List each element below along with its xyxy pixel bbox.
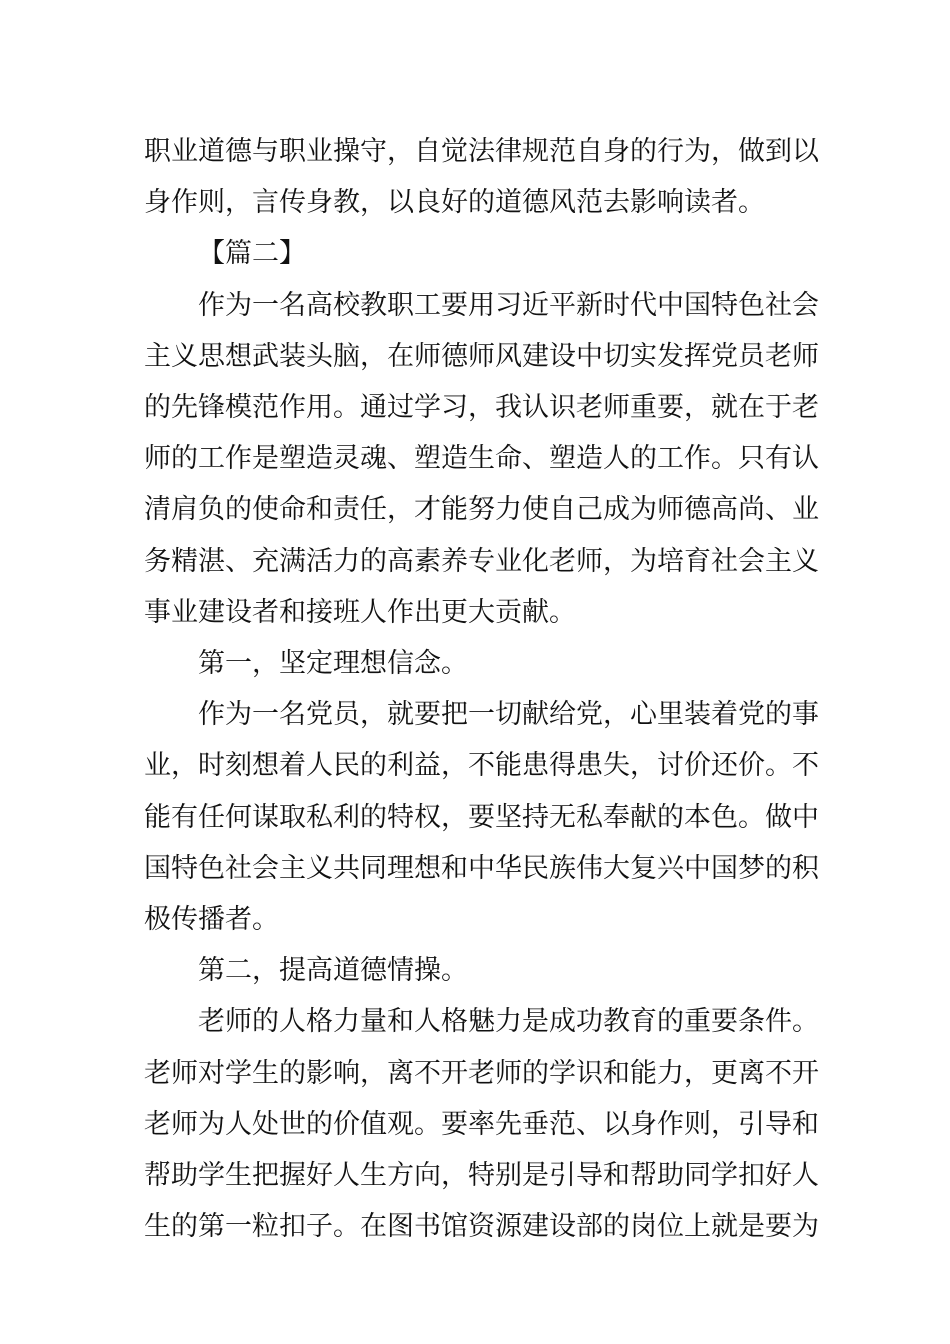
- text-line: 职业道德与职业操守，自觉法律规范自身的行为，做到以: [144, 136, 819, 167]
- text-line: 第一，坚定理想信念。: [198, 648, 468, 680]
- text-line: 帮助学生把握好人生方向，特别是引导和帮助同学扣好人: [144, 1160, 819, 1192]
- text-line: 能有任何谋取私利的特权，要坚持无私奉献的本色。做中: [144, 801, 819, 833]
- text-line: 务精湛、充满活力的高素养专业化老师，为培育社会主义: [144, 545, 819, 577]
- text-line: 业，时刻想着人民的利益，不能患得患失，讨价还价。不: [144, 750, 819, 782]
- document-body: [144, 126, 819, 1252]
- text-line: 老师为人处世的价值观。要率先垂范、以身作则，引导和: [144, 1108, 819, 1140]
- text-line: 极传播者。: [144, 904, 279, 936]
- paragraph-4: [144, 996, 819, 1252]
- subheading-first: [144, 638, 808, 689]
- text-line: 老师的人格力量和人格魅力是成功教育的重要条件。: [198, 1006, 819, 1038]
- text-line: 作为一名高校教职工要用习近平新时代中国特色社会: [198, 289, 819, 321]
- text-line: 【篇二】: [198, 238, 306, 270]
- text-line: 事业建设者和接班人作出更大贡献。: [144, 596, 576, 628]
- text-line: 第二，提高道德情操。: [198, 955, 468, 987]
- text-line: 老师对学生的影响，离不开老师的学识和能力，更离不开: [144, 1057, 819, 1089]
- section-heading: [144, 228, 808, 279]
- text-line: 清肩负的使命和责任，才能努力使自己成为师德高尚、业: [144, 494, 819, 526]
- text-line: 国特色社会主义共同理想和中华民族伟大复兴中国梦的积: [144, 852, 819, 884]
- subheading-second: [144, 945, 808, 996]
- text-line: 师的工作是塑造灵魂、塑造生命、塑造人的工作。只有认: [144, 443, 819, 475]
- text-line: 主义思想武装头脑，在师德师风建设中切实发挥党员老师: [144, 340, 819, 372]
- paragraph-3: [144, 689, 819, 945]
- text-line: 的先锋模范作用。通过学习，我认识老师重要，就在于老: [144, 392, 819, 424]
- text-line: 作为一名党员，就要把一切献给党，心里装着党的事: [198, 699, 819, 731]
- paragraph-1: [144, 126, 819, 228]
- text-line: 身作则，言传身教，以良好的道德风范去影响读者。: [144, 187, 765, 219]
- paragraph-2: [144, 280, 819, 638]
- text-line: 生的第一粒扣子。在图书馆资源建设部的岗位上就是要为: [144, 1211, 819, 1243]
